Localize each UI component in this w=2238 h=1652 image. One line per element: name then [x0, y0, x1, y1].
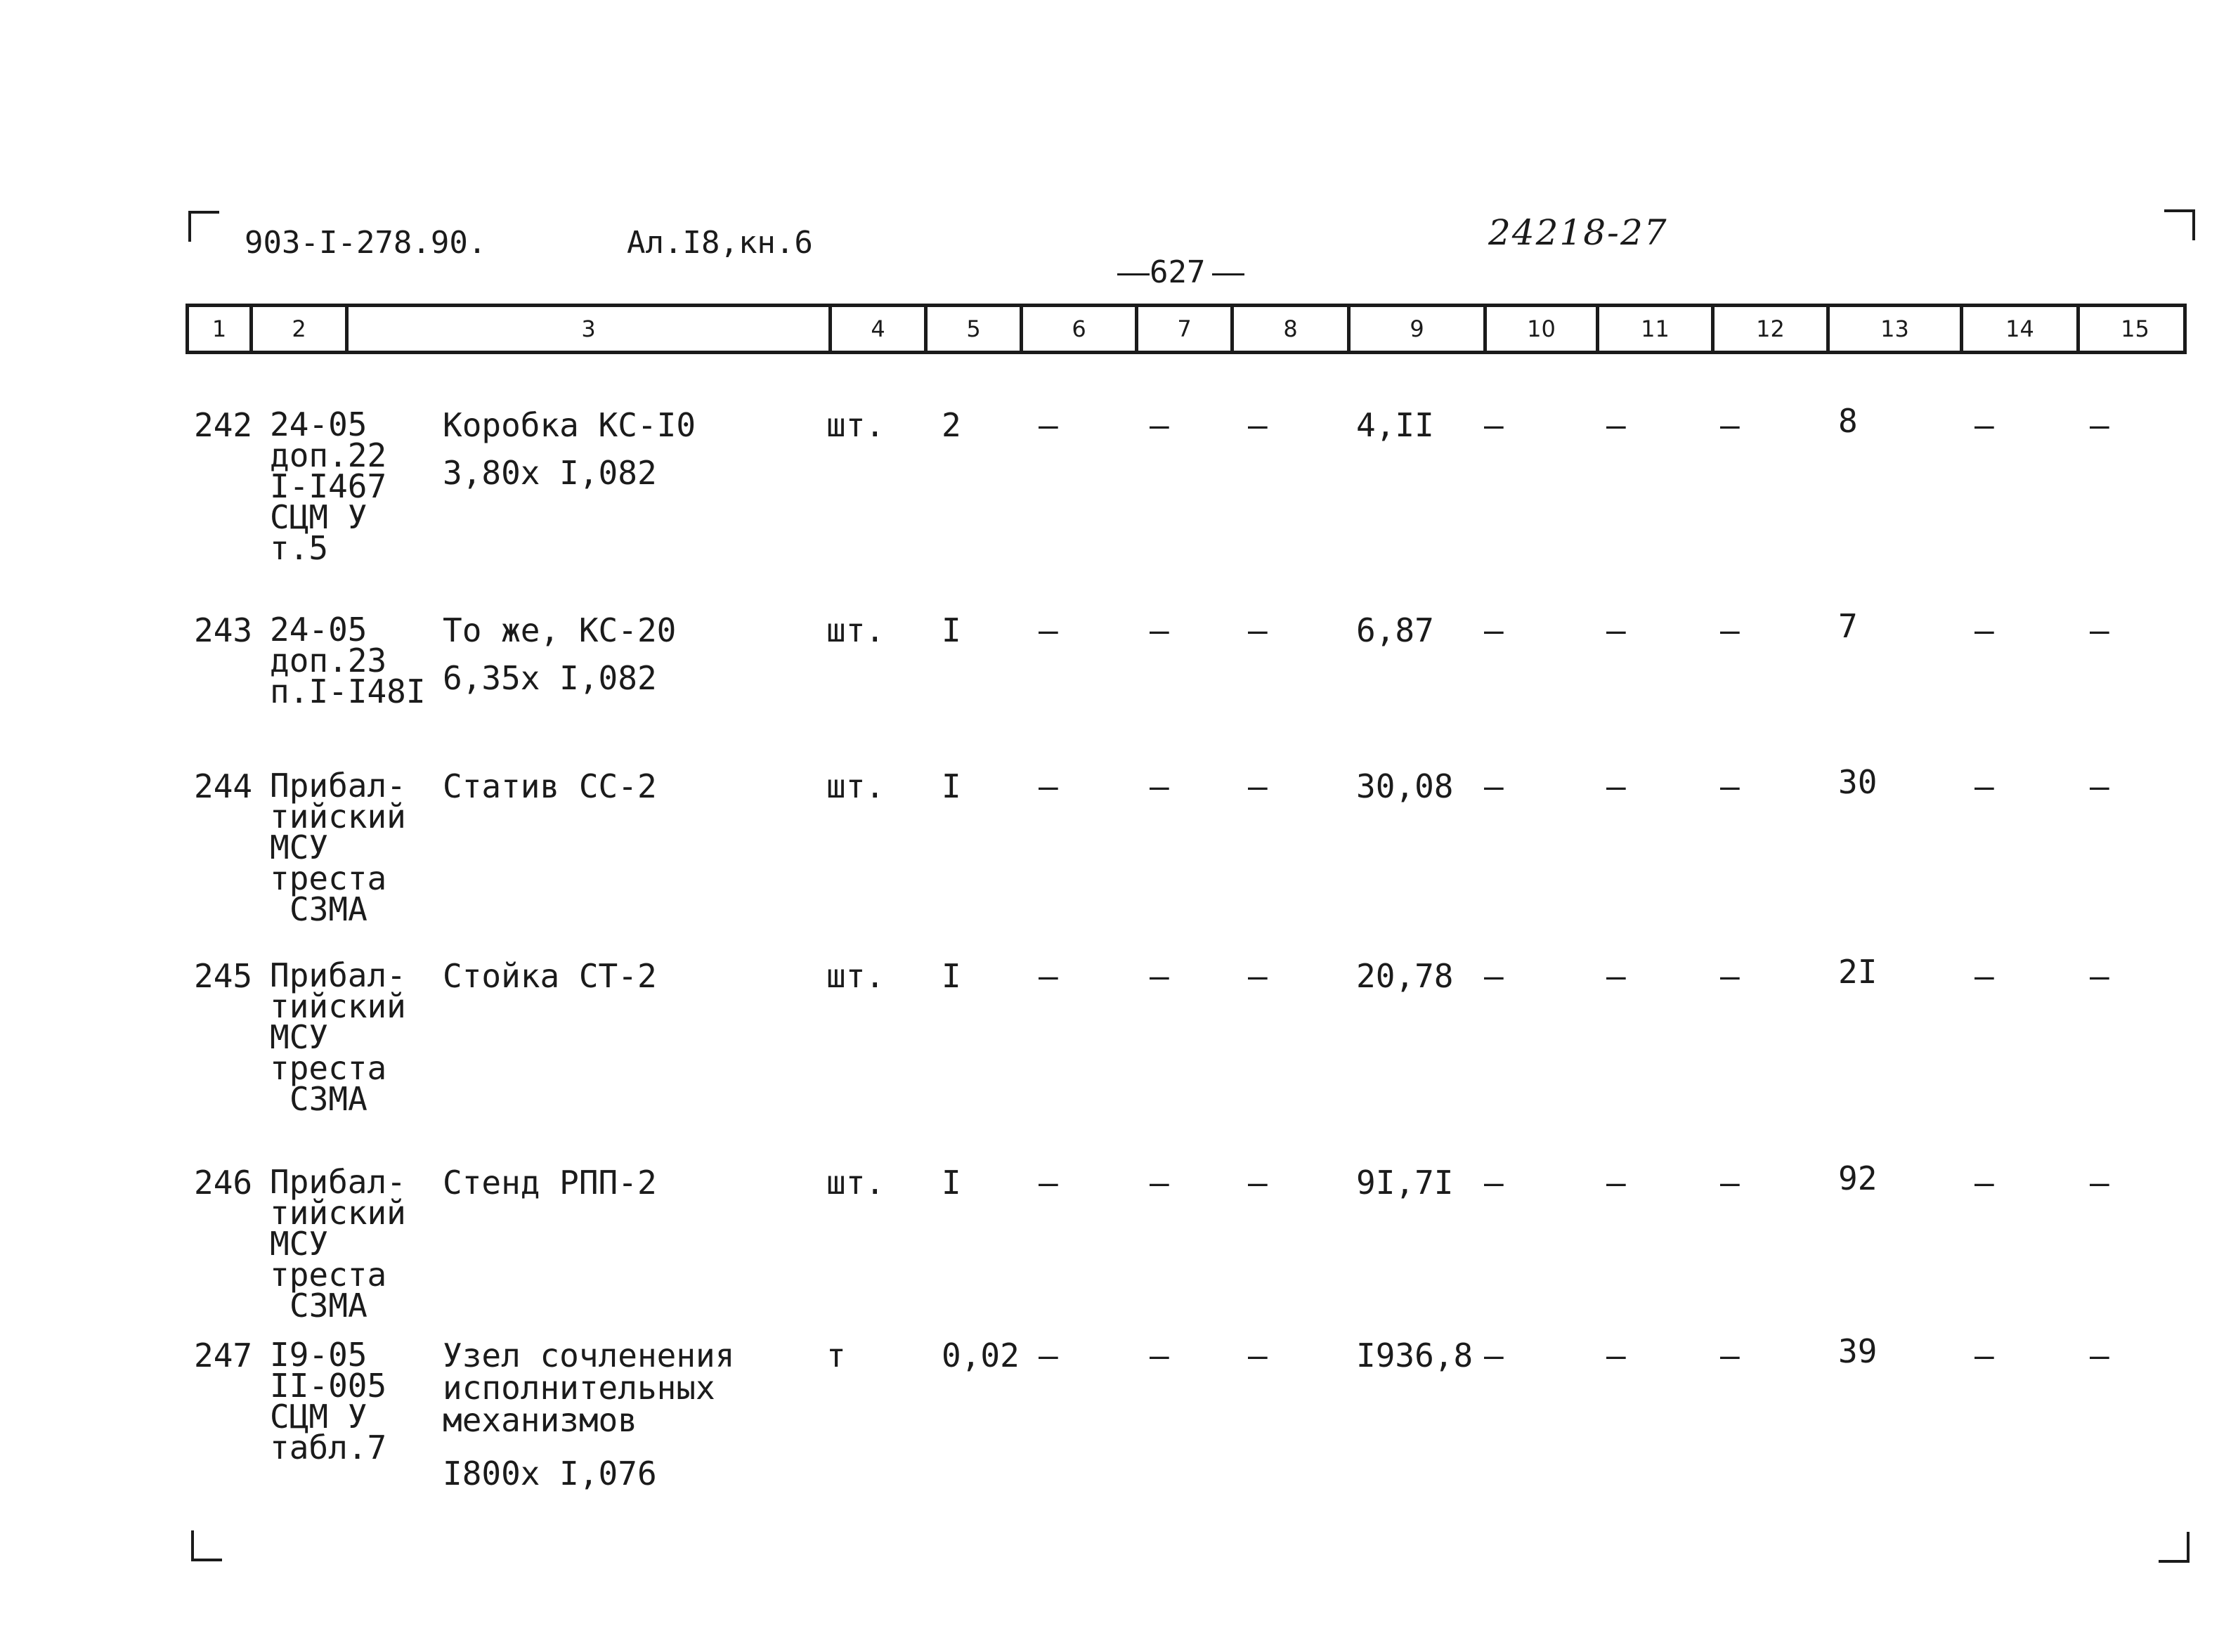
row-cell-c6: – [1039, 767, 1058, 805]
row-code-line: I-I467 [270, 467, 387, 505]
row-cell-c7: – [1150, 957, 1169, 995]
row-name-line: I800х I,076 [443, 1455, 657, 1492]
page-number [1117, 254, 1244, 290]
row-cell-c10: – [1484, 957, 1504, 995]
row-cell-c11: – [1606, 406, 1626, 444]
column-header-13: 13 [1826, 307, 1960, 351]
row-cell-c6: – [1039, 1164, 1058, 1202]
row-code-line: II-005 [270, 1367, 387, 1405]
row-cell-c6: – [1039, 611, 1058, 649]
row-number: 246 [194, 1164, 253, 1202]
row-name-line: механизмов [443, 1401, 637, 1439]
row-cell-c13: 92 [1838, 1159, 1878, 1197]
row-cell-c14: – [1974, 406, 1994, 444]
row-cell-c11: – [1606, 1336, 1626, 1374]
row-cell-c12: – [1720, 406, 1740, 444]
row-number: 242 [194, 406, 253, 444]
column-header-3: 3 [345, 307, 828, 351]
row-cell-c10: – [1484, 1164, 1504, 1202]
row-cell-c13: 2I [1838, 953, 1878, 991]
row-code-line: Прибал- [270, 956, 406, 994]
row-cell-c12: – [1720, 767, 1740, 805]
row-cell-c9: 6,87 [1356, 611, 1434, 649]
column-header-8: 8 [1230, 307, 1347, 351]
row-cell-c8: – [1248, 767, 1268, 805]
row-number: 243 [194, 611, 253, 649]
album-number: Ал.I8,кн.6 [627, 225, 813, 261]
row-number: 247 [194, 1336, 253, 1374]
row-code-line: 24-05 [270, 611, 367, 649]
row-cell-c5: I [942, 611, 961, 649]
row-cell-c9: 4,II [1356, 406, 1434, 444]
row-code-line: т.5 [270, 529, 329, 567]
row-cell-c7: – [1150, 767, 1169, 805]
column-header-6: 6 [1020, 307, 1135, 351]
row-cell-c7: – [1150, 406, 1169, 444]
row-number: 244 [194, 767, 253, 805]
row-code-line: I9-05 [270, 1336, 367, 1374]
row-cell-c12: – [1720, 611, 1740, 649]
column-header-4: 4 [828, 307, 924, 351]
row-cell-c8: – [1248, 611, 1268, 649]
row-name-line: Узел сочленения [443, 1336, 735, 1374]
row-cell-c5: I [942, 1164, 961, 1202]
row-code-line: тийский [270, 1194, 406, 1232]
row-cell-c14: – [1974, 611, 1994, 649]
row-cell-c7: – [1150, 1336, 1169, 1374]
row-cell-c12: – [1720, 957, 1740, 995]
row-code-line: табл.7 [270, 1429, 387, 1466]
row-name-line: исполнительных [443, 1369, 715, 1407]
row-unit: т [826, 1336, 846, 1374]
crop-mark-top-right [2164, 209, 2195, 240]
column-header-12: 12 [1711, 307, 1826, 351]
row-cell-c6: – [1039, 1336, 1058, 1374]
row-cell-c10: – [1484, 611, 1504, 649]
column-header-14: 14 [1960, 307, 2076, 351]
row-cell-c14: – [1974, 1336, 1994, 1374]
row-code-line: треста [270, 859, 387, 897]
row-cell-c5: 2 [942, 406, 961, 444]
column-header-10: 10 [1483, 307, 1596, 351]
row-cell-c6: – [1039, 406, 1058, 444]
row-cell-c13: 8 [1838, 402, 1858, 440]
row-cell-c5: I [942, 957, 961, 995]
row-code-line: п.I-I48I [270, 672, 426, 710]
row-code-line: Прибал- [270, 767, 406, 805]
row-number: 245 [194, 957, 253, 995]
row-cell-c11: – [1606, 1164, 1626, 1202]
row-name-line: Стенд РПП-2 [443, 1164, 657, 1202]
row-code-line: 24-05 [270, 405, 367, 443]
crop-mark-top-left [188, 211, 219, 242]
row-cell-c15: – [2090, 611, 2109, 649]
row-cell-c14: – [1974, 767, 1994, 805]
row-code-line: МСУ [270, 828, 329, 866]
row-cell-c8: – [1248, 1164, 1268, 1202]
row-cell-c10: – [1484, 1336, 1504, 1374]
row-cell-c10: – [1484, 406, 1504, 444]
column-header-5: 5 [924, 307, 1020, 351]
row-name-line: То же, КС-20 [443, 611, 677, 649]
row-code-line: СЗМА [289, 1080, 367, 1118]
column-header-11: 11 [1596, 307, 1711, 351]
crop-mark-bottom-left [191, 1530, 222, 1561]
row-cell-c7: – [1150, 1164, 1169, 1202]
row-cell-c15: – [2090, 957, 2109, 995]
row-code-line: СЦМ У [270, 498, 367, 536]
row-unit: шт. [826, 406, 885, 444]
row-code-line: СЗМА [289, 890, 367, 928]
row-cell-c11: – [1606, 957, 1626, 995]
row-code-line: Прибал- [270, 1163, 406, 1201]
page-number-value: 627 [1150, 254, 1206, 290]
column-header-bar [186, 304, 2187, 354]
row-cell-c5: I [942, 767, 961, 805]
row-code-line: СЦМ У [270, 1398, 367, 1436]
row-name-line: Коробка КС-I0 [443, 406, 696, 444]
row-cell-c14: – [1974, 957, 1994, 995]
row-code-line: тийский [270, 798, 406, 835]
row-cell-c5: 0,02 [942, 1336, 1020, 1374]
row-cell-c8: – [1248, 1336, 1268, 1374]
row-cell-c8: – [1248, 406, 1268, 444]
row-cell-c12: – [1720, 1336, 1740, 1374]
doc-number: 903-I-278.90. [245, 225, 487, 261]
column-header-2: 2 [249, 307, 345, 351]
row-unit: шт. [826, 957, 885, 995]
row-cell-c10: – [1484, 767, 1504, 805]
row-cell-c8: – [1248, 957, 1268, 995]
row-code-line: МСУ [270, 1225, 329, 1263]
row-cell-c9: 9I,7I [1356, 1164, 1454, 1202]
row-cell-c7: – [1150, 611, 1169, 649]
column-header-1: 1 [212, 316, 227, 342]
row-cell-c13: 30 [1838, 763, 1878, 801]
row-cell-c15: – [2090, 406, 2109, 444]
row-name-line: 6,35х I,082 [443, 659, 657, 697]
row-cell-c13: 39 [1838, 1332, 1878, 1370]
row-code-line: треста [270, 1049, 387, 1087]
row-unit: шт. [826, 611, 885, 649]
row-cell-c9: 20,78 [1356, 957, 1454, 995]
row-unit: шт. [826, 767, 885, 805]
column-header-7: 7 [1135, 307, 1230, 351]
row-cell-c12: – [1720, 1164, 1740, 1202]
row-unit: шт. [826, 1164, 885, 1202]
row-cell-c13: 7 [1838, 607, 1858, 645]
row-name-line: 3,80х I,082 [443, 454, 657, 492]
row-cell-c15: – [2090, 1336, 2109, 1374]
row-cell-c6: – [1039, 957, 1058, 995]
row-code-line: доп.23 [270, 642, 387, 679]
column-header-15: 15 [2076, 307, 2190, 351]
row-cell-c14: – [1974, 1164, 1994, 1202]
row-code-line: треста [270, 1256, 387, 1294]
crop-mark-bottom-right [2159, 1532, 2190, 1563]
row-code-line: тийский [270, 987, 406, 1025]
row-name-line: Статив СС-2 [443, 767, 657, 805]
row-code-line: доп.22 [270, 436, 387, 474]
column-header-9: 9 [1347, 307, 1483, 351]
row-cell-c15: – [2090, 1164, 2109, 1202]
row-cell-c9: I936,8 [1356, 1336, 1473, 1374]
row-cell-c11: – [1606, 611, 1626, 649]
row-code-line: СЗМА [289, 1287, 367, 1325]
row-name-line: Стойка СТ-2 [443, 957, 657, 995]
row-cell-c11: – [1606, 767, 1626, 805]
row-code-line: МСУ [270, 1018, 329, 1056]
row-cell-c15: – [2090, 767, 2109, 805]
row-cell-c9: 30,08 [1356, 767, 1454, 805]
handwritten-code: 24218-27 [1488, 212, 1668, 253]
